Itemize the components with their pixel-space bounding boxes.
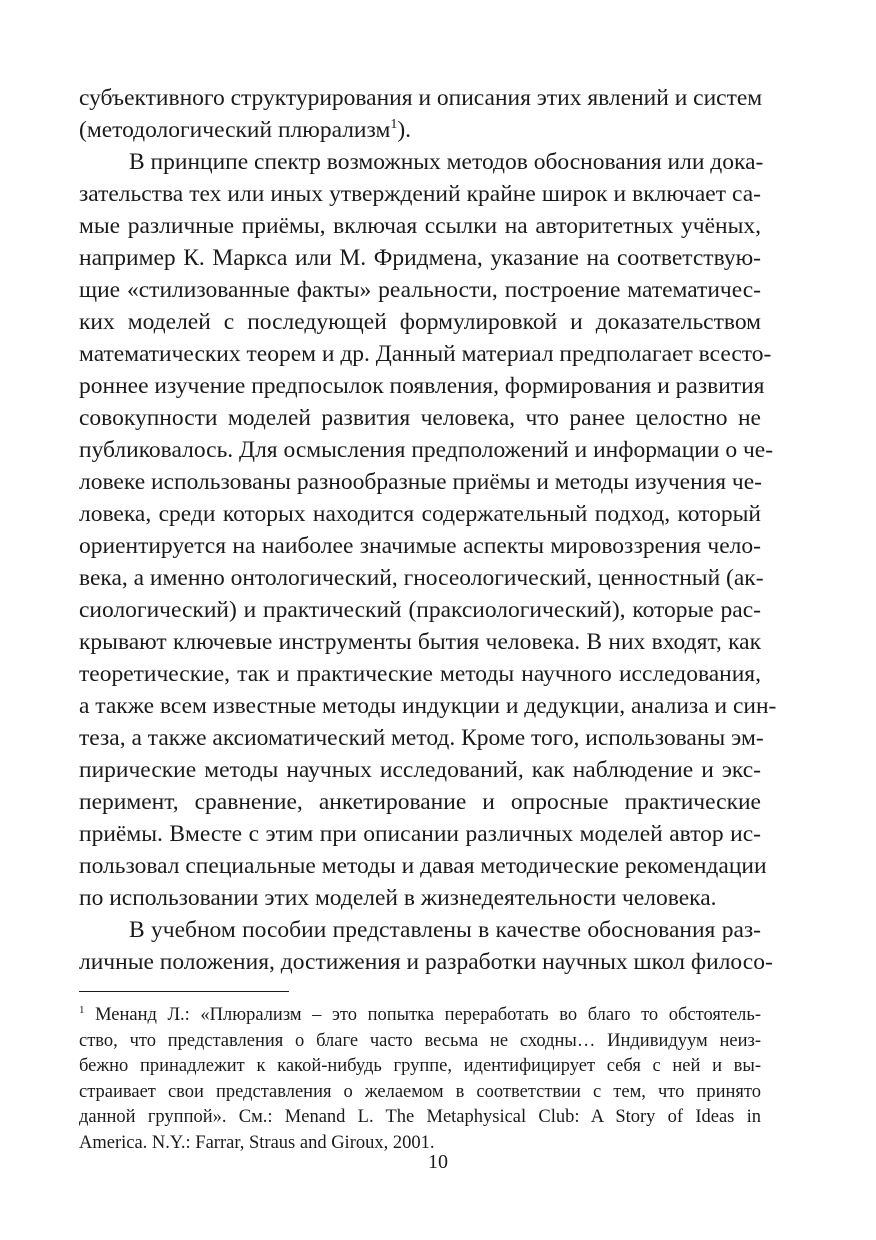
- text-line: века, а именно онтологический, гносеологический, ценностный (ак-: [79, 565, 764, 591]
- text-line: ловека, среди которых находится содержательный подход, который: [79, 501, 761, 527]
- footnote-marker: 1: [79, 1004, 85, 1016]
- text-line: перимент, сравнение, анкетирование и опросные практические: [79, 789, 761, 815]
- text-line: щие «стилизованные факты» реальности, построение математичес-: [79, 277, 761, 303]
- text-line: а также всем известные методы индукции и дедукции, анализа и син-: [79, 693, 777, 719]
- text-line: пользовал специальные методы и давая методические рекомендации: [79, 853, 767, 879]
- text-line: пирические методы научных исследований, как наблюдение и экс-: [79, 757, 761, 783]
- footnote-line: ство, что представления о благе часто весьма не сходны… Индивидуум неиз-: [79, 1030, 761, 1051]
- text-line: приёмы. Вместе с этим при описании различных моделей автор ис-: [79, 821, 761, 847]
- page-number: 10: [428, 1151, 448, 1173]
- text-line: крывают ключевые инструменты бытия человека. В них входят, как: [79, 629, 761, 655]
- text-line: совокупности моделей развития человека, что ранее целостно не: [79, 405, 761, 431]
- text-line: личные положения, достижения и разработки научных школ филосо-: [79, 949, 773, 975]
- footnote-reference: 1: [390, 117, 398, 132]
- text-line: теоретические, так и практические методы научного исследования,: [79, 661, 761, 687]
- footnote-line: America. N.Y.: Farrar, Straus and Giroux, 2001.: [79, 1132, 435, 1153]
- text-line: ориентируется на наиболее значимые аспекты мировоззрения чело-: [79, 533, 761, 559]
- main-text: [79, 82, 777, 978]
- paragraph-first-line: В учебном пособии представлены в качестве обоснования раз-: [129, 917, 761, 943]
- text-line: теза, а также аксиоматический метод. Кроме того, использованы эм-: [79, 725, 764, 751]
- text-line: сиологический) и практический (праксиологический), которые рас-: [79, 597, 761, 623]
- footnote: [79, 1003, 761, 1156]
- footnote-line: данной группой». См.: Menand L. The Metaphysical Club: A Story of Ideas in: [79, 1107, 761, 1127]
- text-line: субъективного структурирования и описания этих явлений и систем: [79, 85, 763, 111]
- text-fragment: ).: [397, 117, 412, 143]
- text-line: ких моделей с последующей формулировкой и доказательством: [79, 309, 761, 335]
- text-line: публиковалось. Для осмысления предположений и информации о че-: [79, 437, 774, 463]
- text-line: роннее изучение предпосылок появления, формирования и развития: [79, 373, 765, 399]
- footnote-line: [79, 1003, 761, 1029]
- paragraph-first-line: В принципе спектр возможных методов обоснования или дока-: [129, 149, 764, 175]
- text-line: мые различные приёмы, включая ссылки на авторитетных учёных,: [79, 213, 761, 239]
- footnote-line: страивает свои представления о желаемом в соответствии с тем, что принято: [79, 1081, 761, 1102]
- text-line: математических теорем и др. Данный материал предполагает всесто-: [79, 341, 772, 367]
- text-fragment: (методологический плюрализм: [79, 117, 391, 143]
- text-line: ловеке использованы разнообразные приёмы и методы изучения че-: [79, 469, 763, 495]
- footnote-line: бежно принадлежит к какой-нибудь группе, идентифицирует себя с ней и вы-: [79, 1056, 761, 1076]
- text-line: например К. Маркса или М. Фридмена, указание на соответствую-: [79, 245, 761, 271]
- footnote-separator: [79, 991, 289, 992]
- paragraph-last-line: по использовании этих моделей в жизнедеятельности человека.: [79, 885, 717, 911]
- text-line: зательства тех или иных утверждений крайне широк и включает са-: [79, 181, 761, 207]
- footnote-text: Менанд Л.: «Плюрализм – это попытка переработать во благо то обстоятель-: [84, 1005, 761, 1025]
- text-line: [79, 114, 761, 146]
